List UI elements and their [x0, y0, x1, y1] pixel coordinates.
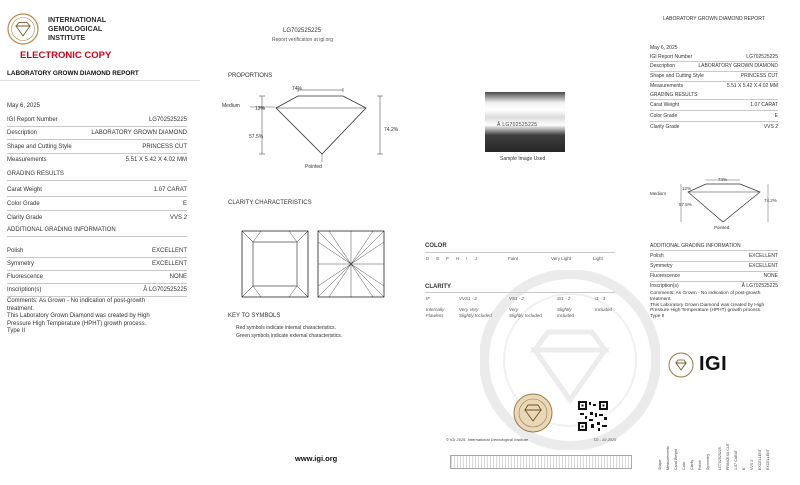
right-color-row	[650, 113, 778, 119]
clarity-desc-if-2: Flawless	[426, 313, 444, 318]
security-strip	[450, 455, 632, 469]
culet-label: Pointed	[305, 164, 322, 170]
center-report-number: LG702525225	[283, 28, 322, 34]
right-description-row	[650, 63, 778, 69]
measurements-label: Measurements	[7, 157, 47, 163]
vertical-value-5: EXCELLENT	[758, 449, 762, 470]
depth-percent: 74.2%	[384, 127, 399, 133]
right-description-value: LABORATORY GROWN DIAMOND	[698, 63, 778, 69]
report-number-row	[7, 117, 187, 123]
clarity-desc-i-1: Included	[595, 307, 613, 312]
comments-block	[7, 298, 197, 336]
vertical-label-4: Clarity	[690, 459, 694, 470]
right-report-type: LABORATORY GROWN DIAMOND REPORT	[663, 16, 765, 22]
comments-line5: Type II	[7, 328, 26, 335]
clarity-grade-i: I1 - 3	[595, 296, 606, 301]
measurements-value: 5.51 X 5.42 X 4.02 MM	[125, 157, 187, 163]
right-color-label: Color Grade	[650, 113, 678, 119]
clarity-label: Clarity Grade	[7, 215, 43, 221]
org-name-line2: GEMOLOGICAL	[48, 24, 103, 33]
color-letter-f: F	[446, 256, 450, 261]
key-red-text: Red symbols indicate internal characteristics.	[236, 325, 337, 331]
color-faint: Faint	[508, 256, 519, 261]
inscription-value: Â LG702525225	[143, 287, 187, 293]
right-symmetry-row	[650, 263, 778, 269]
right-carat-label: Carat Weight	[650, 102, 680, 108]
fluorescence-row	[7, 274, 187, 280]
vertical-label-3: Color	[682, 461, 686, 470]
right-comments-line3: This Laboratory Grown Diamond was created by High	[650, 302, 765, 308]
clarity-grade-vs: VS1 - 2	[509, 296, 525, 301]
girdle-label: Medium	[222, 103, 240, 109]
qr-code-icon[interactable]	[577, 400, 609, 432]
right-polish-value: EXCELLENT	[748, 253, 778, 259]
clarity-desc-vs-1: Very	[509, 307, 519, 312]
clarity-row	[7, 215, 187, 221]
right-comments-line4: Pressure High Temperature (HPHT) growth process.	[650, 308, 762, 314]
color-letter-h: H	[456, 256, 460, 261]
clarity-desc-vs-2: Slightly Included	[509, 313, 542, 318]
key-to-symbols-title: KEY TO SYMBOLS	[228, 313, 281, 319]
clarity-desc-if-1: Internally	[426, 307, 445, 312]
symmetry-value: EXCELLENT	[151, 261, 187, 267]
report-date: May 6, 2025	[7, 103, 41, 109]
crown-plot-diagram	[241, 230, 309, 298]
right-clarity-label: Clarity Grade	[650, 124, 680, 130]
copyright-text: © IGI 2025. International Gemological Institute	[446, 437, 529, 442]
clarity-desc-vvs-1: Very Very	[459, 307, 479, 312]
igi-logo-seal-icon	[668, 352, 694, 378]
right-measurements-row	[650, 83, 778, 89]
color-letter-j: J	[474, 256, 477, 261]
sample-image-caption: Sample Image Used	[500, 156, 546, 162]
right-clarity-row	[650, 124, 778, 130]
right-shape-value: PRINCESS CUT	[740, 73, 778, 79]
right-fluorescence-row	[650, 273, 778, 279]
vertical-value-6: EXCELLENT	[766, 449, 770, 470]
additional-info-title: ADDITIONAL GRADING INFORMATION	[7, 227, 116, 233]
polish-value: EXCELLENT	[151, 248, 187, 254]
verification-text: Report verification at igi.org	[272, 37, 333, 43]
vertical-label-5: Polish	[698, 460, 702, 470]
pavilion-plot-diagram	[317, 230, 385, 298]
right-measurements-value: 5.51 X 5.42 X 4.02 MM	[726, 83, 778, 89]
clarity-scale-title: CLARITY	[425, 284, 451, 290]
right-carat-value: 1.07 CARAT	[750, 102, 778, 108]
polish-label: Polish	[7, 248, 24, 254]
comments-line3: This Laboratory Grown Diamond was created by High	[7, 313, 150, 320]
clarity-grade-si: SI1 - 2	[557, 296, 571, 301]
shape-row	[7, 144, 187, 150]
sample-inscription-text: Â LG702525225	[497, 122, 538, 128]
right-clarity-value: VVS 2	[763, 124, 778, 130]
right-depth-percent: 74.2%	[764, 198, 777, 203]
vertical-label-1: Measurements	[666, 446, 670, 470]
vertical-label-2: Carat Weight	[674, 449, 678, 470]
symmetry-label: Symmetry	[7, 261, 34, 267]
polish-row	[7, 248, 187, 254]
clarity-desc-vvs-2: Slightly Included	[459, 313, 492, 318]
report-number-label: IGI Report Number	[7, 117, 58, 123]
description-label: Description	[7, 130, 38, 136]
right-grading-title: GRADING RESULTS	[650, 92, 698, 98]
right-proportions-diagram	[648, 172, 780, 232]
right-polish-row	[650, 253, 778, 259]
right-comments-line2: treatment.	[650, 296, 672, 302]
right-symmetry-value: EXCELLENT	[748, 263, 778, 269]
fluorescence-value: NONE	[169, 274, 187, 280]
report-type-title: LABORATORY GROWN DIAMOND REPORT	[7, 70, 139, 77]
vertical-value-3: E	[742, 467, 746, 470]
right-table-percent: 74%	[718, 177, 728, 182]
right-polish-label: Polish	[650, 253, 664, 259]
right-comments-line5: Type II	[650, 314, 665, 320]
description-row	[7, 130, 187, 136]
right-shape-label: Shape and Cutting Style	[650, 73, 704, 79]
right-report-number-label: IGI Report Number	[650, 54, 693, 60]
vertical-value-0: LG702525225	[718, 447, 722, 470]
clarity-grade-vvs: VVS1 - 2	[459, 296, 478, 301]
description-value: LABORATORY GROWN DIAMOND	[91, 130, 187, 136]
comments-line1: Comments: As Grown - No indication of post-growth	[7, 298, 146, 304]
color-letter-d: D	[426, 256, 430, 261]
color-scale-letters	[426, 256, 477, 261]
right-description-label: Description	[650, 63, 676, 69]
right-additional-title: ADDITIONAL GRADING INFORMATION	[650, 243, 741, 249]
right-carat-row	[650, 102, 778, 108]
right-inscription-label: Inscription(s)	[650, 283, 679, 289]
carat-label: Carat Weight	[7, 187, 42, 193]
color-value: E	[182, 201, 187, 207]
proportions-title: PROPORTIONS	[228, 73, 273, 79]
carat-value: 1.07 CARAT	[153, 187, 187, 193]
clarity-characteristics-title: CLARITY CHARACTERISTICS	[228, 200, 312, 206]
table-percent: 74%	[292, 86, 303, 92]
right-inscription-value: Â LG702525225	[741, 283, 778, 289]
clarity-grade-if: IF	[426, 296, 430, 301]
shape-value: PRINCESS CUT	[142, 144, 187, 150]
color-letter-i: I	[466, 256, 468, 261]
symmetry-row	[7, 261, 187, 267]
right-report-number-value: LG702525225	[746, 54, 778, 60]
right-pavilion-percent: 57.5%	[679, 202, 692, 207]
vertical-value-2: 1.07 CARAT	[734, 450, 738, 470]
crown-percent: 12%	[255, 106, 266, 112]
bronze-seal-icon	[513, 393, 553, 433]
right-report-number-row	[650, 54, 778, 60]
inscription-label: Inscription(s)	[7, 287, 42, 293]
report-number-value: LG702525225	[148, 117, 187, 123]
carat-row	[7, 187, 187, 193]
color-letter-e: E	[436, 256, 440, 261]
vertical-label-6: Symmetry	[706, 453, 710, 470]
measurements-row	[7, 157, 187, 163]
clarity-value: VVS 2	[169, 215, 187, 221]
comments-line4: Pressure High Temperature (HPHT) growth process.	[7, 320, 147, 327]
right-symmetry-label: Symmetry	[650, 263, 673, 269]
color-row	[7, 201, 187, 207]
electronic-copy-label: ELECTRONIC COPY	[20, 50, 112, 61]
color-label: Color Grade	[7, 201, 40, 207]
right-inscription-row	[650, 283, 778, 289]
website-url: www.igi.org	[295, 454, 338, 463]
clarity-desc-si-2: Included	[557, 313, 575, 318]
form-code: TD - 10 2025	[593, 437, 617, 442]
right-shape-row	[650, 73, 778, 79]
right-measurements-label: Measurements	[650, 83, 684, 89]
grading-results-title: GRADING RESULTS	[7, 171, 64, 177]
shape-label: Shape and Cutting Style	[7, 144, 72, 150]
color-light: Light	[593, 256, 603, 261]
right-report-date: May 6, 2025	[650, 45, 678, 51]
key-green-text: Green symbols indicate external characteristics.	[236, 333, 343, 339]
color-scale-title: COLOR	[425, 243, 447, 249]
right-crown-percent: 12%	[682, 186, 692, 191]
fluorescence-label: Fluorescence	[7, 274, 44, 280]
igi-logo-text: IGI	[699, 353, 728, 375]
inscription-row	[7, 287, 187, 293]
right-comments-line1: Comments: As Grown - No indication of post-growth	[650, 291, 761, 296]
vertical-value-4: VVS 2	[750, 459, 754, 470]
right-culet-label: Pointed	[714, 225, 730, 230]
right-fluorescence-value: NONE	[763, 273, 778, 279]
color-very-light: Very Light	[551, 256, 572, 261]
proportions-diagram	[220, 82, 400, 177]
pavilion-percent: 57.5%	[249, 134, 264, 140]
vertical-label-0: Shape	[658, 459, 662, 470]
org-name-line3: INSTITUTE	[48, 33, 86, 42]
right-girdle-label: Medium	[650, 191, 667, 196]
clarity-desc-si-1: Slightly	[557, 307, 572, 312]
right-fluorescence-label: Fluorescence	[650, 273, 681, 279]
igi-seal-icon	[7, 13, 39, 45]
right-comments-block	[650, 291, 785, 320]
right-color-value: E	[774, 113, 778, 119]
org-name-line1: INTERNATIONAL	[48, 15, 107, 24]
vertical-value-1: PRINCESS CUT	[726, 443, 730, 470]
comments-line2: treatment.	[7, 305, 35, 312]
